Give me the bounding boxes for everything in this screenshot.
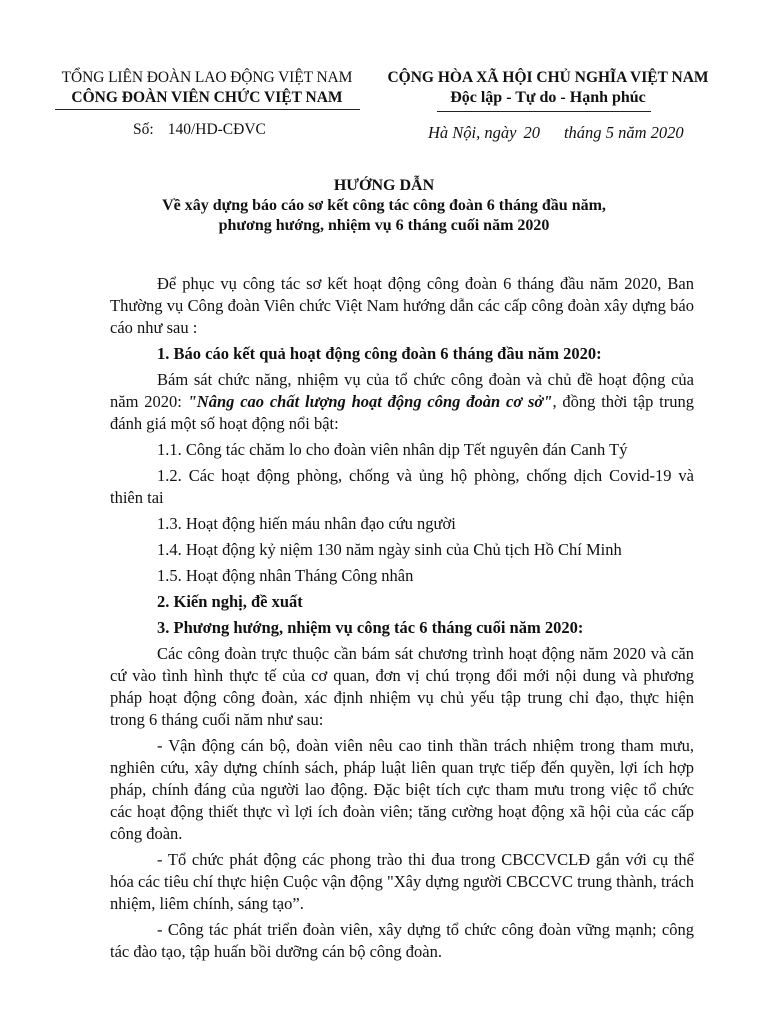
document-subtitle-line1: Về xây dựng báo cáo sơ kết công tác công đoàn 6 tháng đầu năm, <box>162 197 606 214</box>
national-heading <box>378 68 718 108</box>
date-year: năm 2020 <box>618 123 684 142</box>
date-day: 20 <box>523 123 540 142</box>
document-subtitle-line2: phương hướng, nhiệm vụ 6 tháng cuối năm 2020 <box>218 217 550 234</box>
section-3-intro: Các công đoàn trực thuộc cần bám sát chương trình hoạt động năm 2020 và căn cứ vào tình hình thực tế của cơ quan, đơn vị chú trọng đổi mới nội dung và phương pháp hoạt động công đoàn, xác định nhiệm vụ chủ yếu tập trung chỉ đạo, thực hiện trong 6 tháng cuối năm như sau: <box>110 644 694 729</box>
issuing-organization <box>48 68 366 108</box>
organization-underline <box>55 109 360 110</box>
country-name: CỘNG HÒA XÃ HỘI CHỦ NGHĨA VIỆT NAM <box>387 69 709 86</box>
date-place: Hà Nội, ngày <box>428 123 517 142</box>
national-motto: Độc lập - Tự do - Hạnh phúc <box>450 89 646 106</box>
document-title: HƯỚNG DẪN <box>333 177 435 194</box>
list-item: 1.2. Các hoạt động phòng, chống và ủng hộ phòng, chống dịch Covid-19 và thiên tai <box>110 466 694 507</box>
date-line <box>428 123 684 143</box>
intro-paragraph: Để phục vụ công tác sơ kết hoạt động công đoàn 6 tháng đầu năm 2020, Ban Thường vụ Công đoàn Viên chức Việt Nam hướng dẫn các cấp công đoàn xây dựng báo cáo như sau : <box>110 274 694 337</box>
date-month: 5 <box>605 123 614 142</box>
parent-organization-name: TỔNG LIÊN ĐOÀN LAO ĐỘNG VIỆT NAM <box>61 69 353 86</box>
list-item: 1.3. Hoạt động hiến máu nhân đạo cứu người <box>157 514 456 533</box>
list-item: 1.1. Công tác chăm lo cho đoàn viên nhân dịp Tết nguyên đán Canh Tý <box>157 440 628 459</box>
task-bullet: - Tổ chức phát động các phong trào thi đua trong CBCCVCLĐ gắn với cụ thể hóa các tiêu chí thực hiện Cuộc vận động "Xây dựng người CBCCVC trung thành, trách nhiệm, liêm chính, sáng tạo”. <box>110 850 694 913</box>
task-bullet: - Vận động cán bộ, đoàn viên nêu cao tinh thần trách nhiệm trong tham mưu, nghiên cứu, xây dựng chính sách, pháp luật liên quan trực tiếp đến quyền, lợi ích hợp pháp, chính đáng của người lao động. Đặc biệt tích cực tham mưu trong việc tổ chức các hoạt động thiết thực vì lợi ích đoàn viên; tăng cường hoạt động xã hội của các cấp công đoàn. <box>110 736 694 843</box>
section-2-heading: 2. Kiến nghị, đề xuất <box>157 592 303 611</box>
list-item: 1.4. Hoạt động kỷ niệm 130 năm ngày sinh của Chủ tịch Hồ Chí Minh <box>157 540 622 559</box>
section-1-text-start: Bám sát chức năng, nhiệm vụ của tổ chức công đoàn và chủ đề hoạt động của năm 2020: <box>110 370 694 411</box>
section-3-heading: 3. Phương hướng, nhiệm vụ công tác 6 tháng cuối năm 2020: <box>157 618 584 637</box>
document-body <box>110 273 694 967</box>
document-number-value: 140/HD-CĐVC <box>167 121 266 138</box>
document-number <box>133 121 266 139</box>
section-1-paragraph <box>110 369 694 435</box>
list-item: 1.5. Hoạt động nhân Tháng Công nhân <box>157 566 414 585</box>
section-1-text-end: , đồng thời tập trung đánh giá một số hoạt động nổi bật: <box>110 392 694 433</box>
organization-name: CÔNG ĐOÀN VIÊN CHỨC VIỆT NAM <box>71 89 343 106</box>
annual-theme-slogan: "Nâng cao chất lượng hoạt động công đoàn cơ sở" <box>187 392 553 411</box>
section-1-heading: 1. Báo cáo kết quả hoạt động công đoàn 6 tháng đầu năm 2020: <box>157 344 602 363</box>
date-month-label: tháng <box>563 123 602 142</box>
document-number-label: Số: <box>133 121 154 138</box>
motto-underline <box>437 111 651 112</box>
task-bullet: - Công tác phát triển đoàn viên, xây dựng tổ chức công đoàn vững mạnh; công tác đào tạo, tập huấn bồi dưỡng cán bộ công đoàn. <box>110 920 694 961</box>
